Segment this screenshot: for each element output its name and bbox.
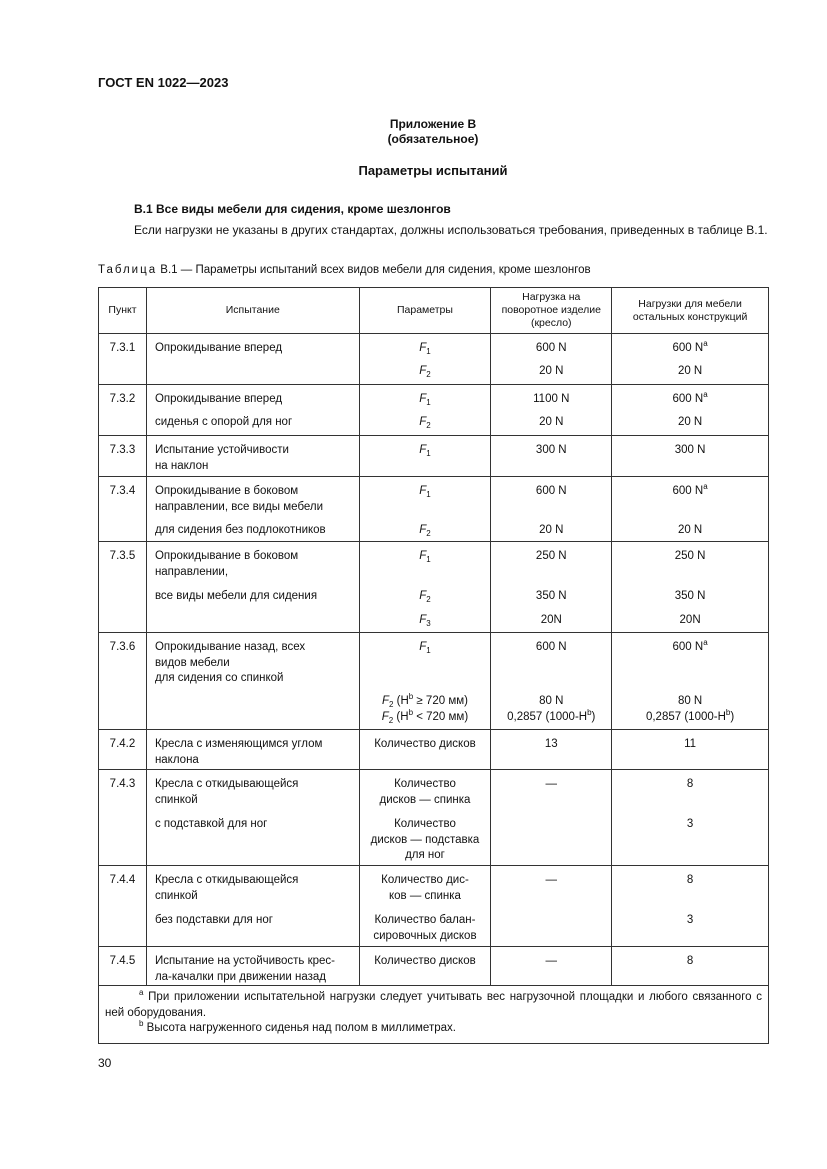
sub-line bbox=[491, 334, 611, 357]
footnote bbox=[105, 1021, 762, 1037]
cell-text: 600 N bbox=[535, 641, 567, 653]
sub-line bbox=[612, 582, 768, 606]
item-cell bbox=[99, 770, 147, 866]
sub-line bbox=[491, 906, 611, 946]
subscript: 1 bbox=[426, 398, 431, 407]
swivel-load-cell bbox=[491, 542, 612, 633]
sub-line bbox=[360, 477, 491, 516]
cell-text: 350 N bbox=[535, 590, 567, 602]
cell-text: 11 bbox=[684, 738, 697, 750]
text-segment: 600 N bbox=[672, 485, 704, 497]
sub-line bbox=[491, 687, 611, 729]
footnote-text: При приложении испытательной нагрузки следует учитывать вес нагрузочной площадки и любого связанного с ней оборудования. bbox=[105, 991, 762, 1019]
cell-text: для сидения без подлокотников bbox=[154, 524, 326, 536]
symbol: F bbox=[419, 550, 427, 562]
cell-text: 600 N bbox=[535, 485, 567, 497]
sub-line bbox=[491, 357, 611, 384]
cell-text: 20N bbox=[679, 614, 701, 626]
sub-line bbox=[360, 633, 491, 687]
sub-line bbox=[360, 947, 491, 985]
sub-line bbox=[612, 542, 768, 582]
header-item: Пункт bbox=[99, 288, 147, 334]
other-load-cell bbox=[612, 730, 769, 770]
swivel-load-cell bbox=[491, 385, 612, 436]
item-number: 7.3.1 bbox=[109, 342, 136, 354]
other-load-cell bbox=[612, 866, 769, 947]
sub-line bbox=[612, 408, 768, 435]
cell-text: Опрокидывание в боковом направлении, все виды мебели bbox=[154, 485, 324, 513]
symbol: F bbox=[419, 614, 427, 626]
superscript: b bbox=[408, 707, 414, 717]
sub-line bbox=[612, 334, 768, 357]
text-segment: < 720 мм) bbox=[413, 710, 469, 723]
symbol: F bbox=[419, 485, 427, 497]
sub-line bbox=[155, 334, 359, 357]
cell-text: Опрокидывание в боковом направлении, bbox=[154, 550, 299, 578]
cell-text: с подставкой для ног bbox=[154, 818, 268, 830]
text-segment: ≥ 720 мм) bbox=[416, 695, 468, 707]
cell-text: 300 N bbox=[674, 444, 706, 456]
cell-text: Количество дисков bbox=[374, 738, 476, 750]
subscript: 1 bbox=[426, 646, 431, 655]
sub-line bbox=[612, 606, 768, 632]
item-number: 7.4.4 bbox=[109, 874, 136, 886]
subscript: 3 bbox=[426, 619, 431, 628]
sub-line bbox=[155, 633, 359, 687]
cell-text: Испытание устойчивости на наклон bbox=[154, 444, 289, 472]
test-cell bbox=[146, 385, 359, 436]
table-caption bbox=[98, 264, 591, 276]
sub-line bbox=[612, 770, 768, 810]
sub-line bbox=[155, 606, 359, 632]
text-segment: 600 N bbox=[672, 393, 704, 405]
sub-line bbox=[491, 866, 611, 906]
item-number: 7.3.4 bbox=[109, 485, 136, 497]
item-number: 7.4.2 bbox=[109, 738, 136, 750]
sub-line bbox=[612, 516, 768, 541]
test-cell bbox=[146, 633, 359, 730]
table-row bbox=[99, 542, 769, 633]
sub-line bbox=[360, 436, 491, 476]
sub-line bbox=[360, 408, 491, 435]
table-row bbox=[99, 436, 769, 477]
item-cell bbox=[99, 334, 147, 385]
item-cell bbox=[99, 436, 147, 477]
test-cell bbox=[146, 477, 359, 542]
sub-line bbox=[360, 687, 491, 729]
cell-text: без подставки для ног bbox=[154, 914, 273, 926]
cell-text: все виды мебели для сидения bbox=[154, 590, 318, 602]
sub-line bbox=[360, 516, 491, 541]
sub-line bbox=[360, 357, 491, 384]
item-number: 7.3.5 bbox=[109, 550, 136, 562]
clause-paragraph: Если нагрузки не указаны в других стандартах, должны использоваться требования, приведенных в таблице В.1. bbox=[134, 223, 768, 237]
footnotes-cell bbox=[99, 986, 769, 1044]
test-parameters-table bbox=[98, 287, 769, 1044]
symbol: F bbox=[381, 695, 389, 707]
sub-line bbox=[491, 516, 611, 541]
table-header-row bbox=[99, 288, 769, 334]
other-load-cell bbox=[612, 477, 769, 542]
cell-text: Количество дисков — подставка для ног bbox=[370, 818, 480, 861]
header-parameters: Параметры bbox=[359, 288, 491, 334]
sub-line bbox=[491, 730, 611, 769]
subscript: 2 bbox=[426, 421, 431, 430]
sub-line bbox=[360, 770, 491, 810]
cell-text: 3 bbox=[686, 914, 694, 926]
superscript: a bbox=[703, 390, 708, 399]
cell-text: Опрокидывание вперед bbox=[154, 393, 283, 405]
test-cell bbox=[146, 542, 359, 633]
sub-line bbox=[155, 906, 359, 946]
parameter-cell bbox=[359, 436, 491, 477]
table-row bbox=[99, 866, 769, 947]
cell-text: 20 N bbox=[677, 524, 703, 536]
cell-text: 8 bbox=[686, 778, 694, 790]
symbol: F bbox=[419, 416, 427, 428]
cell-text: Опрокидывание вперед bbox=[154, 342, 283, 354]
swivel-load-cell bbox=[491, 730, 612, 770]
sub-line bbox=[155, 866, 359, 906]
swivel-load-cell bbox=[491, 477, 612, 542]
sub-line bbox=[360, 606, 491, 632]
sub-line bbox=[155, 436, 359, 476]
test-cell bbox=[146, 947, 359, 986]
sub-line bbox=[612, 866, 768, 906]
other-load-cell bbox=[612, 334, 769, 385]
cell-text: Количество балан- сировочных дисков bbox=[373, 914, 477, 942]
subscript: 1 bbox=[426, 490, 431, 499]
symbol: F bbox=[419, 444, 427, 456]
cell-text: Кресла с откидывающейся спинкой bbox=[154, 874, 299, 902]
test-cell bbox=[146, 866, 359, 947]
sub-line bbox=[155, 687, 359, 729]
clause-heading: В.1 Все виды мебели для сидения, кроме шезлонгов bbox=[134, 202, 451, 216]
sub-line bbox=[612, 947, 768, 985]
other-load-cell bbox=[612, 385, 769, 436]
cell-text: Количество дис- ков — спинка bbox=[381, 874, 469, 902]
other-load-cell bbox=[612, 436, 769, 477]
parameter-cell bbox=[359, 385, 491, 436]
page-number: 30 bbox=[98, 1056, 112, 1070]
item-number: 7.3.6 bbox=[109, 641, 136, 653]
footnote-mark: a bbox=[139, 988, 144, 997]
cell-text: — bbox=[545, 955, 558, 967]
item-number: 7.4.5 bbox=[109, 955, 136, 967]
cell-text: 20 N bbox=[539, 416, 564, 428]
superscript: b bbox=[725, 707, 731, 717]
item-cell bbox=[99, 866, 147, 947]
parameter-cell bbox=[359, 866, 491, 947]
text-segment: 80 N 0,2857 (1000-H bbox=[507, 695, 588, 723]
cell-text: — bbox=[545, 778, 558, 790]
subscript: 2 bbox=[426, 595, 431, 604]
table-row bbox=[99, 633, 769, 730]
superscript: b bbox=[408, 692, 414, 701]
subscript: 2 bbox=[426, 529, 431, 538]
text-segment: (H bbox=[393, 695, 409, 707]
text-segment: 600 N bbox=[672, 641, 704, 653]
symbol: F bbox=[419, 393, 427, 405]
item-cell bbox=[99, 947, 147, 986]
cell-text: 20 N bbox=[677, 416, 703, 428]
subscript: 2 bbox=[388, 700, 394, 709]
item-number: 7.3.3 bbox=[109, 444, 136, 456]
cell-text: 8 bbox=[686, 874, 694, 886]
other-load-cell bbox=[612, 633, 769, 730]
symbol: F bbox=[381, 710, 389, 723]
item-number: 7.4.3 bbox=[109, 778, 136, 790]
symbol: F bbox=[419, 641, 427, 653]
item-number: 7.3.2 bbox=[109, 393, 136, 405]
footnote-row bbox=[99, 986, 769, 1044]
item-cell bbox=[99, 730, 147, 770]
other-load-cell bbox=[612, 770, 769, 866]
sub-line bbox=[612, 357, 768, 384]
sub-line bbox=[360, 810, 491, 865]
cell-text: — bbox=[545, 874, 558, 886]
cell-text: Количество дисков bbox=[374, 955, 476, 967]
swivel-load-cell bbox=[491, 334, 612, 385]
table-row bbox=[99, 385, 769, 436]
parameter-cell bbox=[359, 947, 491, 986]
header-test: Испытание bbox=[146, 288, 359, 334]
symbol: F bbox=[419, 590, 427, 602]
other-load-cell bbox=[612, 542, 769, 633]
sub-line bbox=[612, 730, 768, 769]
sub-line bbox=[612, 906, 768, 946]
sub-line bbox=[491, 947, 611, 985]
sub-line bbox=[491, 582, 611, 606]
subscript: 1 bbox=[426, 347, 431, 356]
parameter-cell bbox=[359, 542, 491, 633]
item-cell bbox=[99, 633, 147, 730]
parameter-cell bbox=[359, 770, 491, 866]
sub-line bbox=[612, 633, 768, 687]
sub-line bbox=[155, 385, 359, 408]
text-segment: (H bbox=[393, 710, 409, 723]
swivel-load-cell bbox=[491, 947, 612, 986]
sub-line bbox=[491, 477, 611, 516]
footnote-text: Высота нагруженного сиденья над полом в миллиметрах. bbox=[143, 1022, 456, 1034]
sub-line bbox=[360, 542, 491, 582]
superscript: a bbox=[703, 482, 708, 491]
symbol: F bbox=[419, 524, 427, 536]
cell-text: Опрокидывание назад, всех видов мебели для сидения со спинкой bbox=[154, 641, 306, 684]
sub-line bbox=[155, 810, 359, 865]
table-row bbox=[99, 730, 769, 770]
sub-line bbox=[491, 633, 611, 687]
test-cell bbox=[146, 730, 359, 770]
cell-text: 300 N bbox=[535, 444, 567, 456]
cell-text: сиденья с опорой для ног bbox=[154, 416, 293, 428]
sub-line bbox=[612, 687, 768, 729]
subscript: 1 bbox=[426, 449, 431, 458]
table-row bbox=[99, 947, 769, 986]
sub-line bbox=[155, 770, 359, 810]
text-segment: ) bbox=[730, 710, 735, 723]
sub-line bbox=[491, 542, 611, 582]
text-segment: 600 N bbox=[672, 342, 704, 354]
section-title: Параметры испытаний bbox=[358, 163, 508, 178]
swivel-load-cell bbox=[491, 866, 612, 947]
other-load-cell bbox=[612, 947, 769, 986]
test-cell bbox=[146, 436, 359, 477]
parameter-cell bbox=[359, 633, 491, 730]
cell-text: 8 bbox=[686, 955, 694, 967]
cell-text: 250 N bbox=[535, 550, 567, 562]
cell-text: 20 N bbox=[677, 365, 703, 377]
sub-line bbox=[155, 516, 359, 541]
cell-text: Количество дисков — спинка bbox=[379, 778, 471, 806]
subscript: 2 bbox=[388, 715, 394, 725]
sub-line bbox=[491, 436, 611, 476]
cell-text: 20 N bbox=[539, 365, 564, 377]
subscript: 1 bbox=[426, 555, 431, 564]
table-row bbox=[99, 334, 769, 385]
cell-text: 1100 N bbox=[533, 393, 570, 405]
sub-line bbox=[491, 606, 611, 632]
subscript: 2 bbox=[426, 370, 431, 379]
cell-text: 600 N bbox=[535, 342, 567, 354]
cell-text: 20N bbox=[540, 614, 562, 626]
swivel-load-cell bbox=[491, 770, 612, 866]
superscript: a bbox=[703, 638, 708, 647]
test-cell bbox=[146, 334, 359, 385]
sub-line bbox=[360, 866, 491, 906]
sub-line bbox=[155, 582, 359, 606]
sub-line bbox=[360, 385, 491, 408]
sub-line bbox=[155, 408, 359, 435]
text-segment: ) bbox=[591, 710, 596, 723]
sub-line bbox=[155, 730, 359, 769]
header-other-load: Нагрузки для мебели остальных конструкций bbox=[612, 288, 769, 334]
parameter-cell bbox=[359, 730, 491, 770]
sub-line bbox=[360, 582, 491, 606]
sub-line bbox=[491, 385, 611, 408]
appendix-title: Приложение В (обязательное) bbox=[387, 117, 479, 146]
footnote bbox=[105, 990, 762, 1021]
sub-line bbox=[360, 730, 491, 769]
document-code: ГОСТ EN 1022—2023 bbox=[98, 75, 229, 90]
cell-text: Кресла с изменяющимся углом наклона bbox=[154, 738, 323, 766]
cell-text: Кресла с откидывающейся спинкой bbox=[154, 778, 299, 806]
cell-text: 250 N bbox=[674, 550, 706, 562]
cell-text: 20 N bbox=[539, 524, 564, 536]
swivel-load-cell bbox=[491, 436, 612, 477]
header-swivel-load: Нагрузка на поворотное изделие (кресло) bbox=[491, 288, 612, 334]
sub-line bbox=[612, 385, 768, 408]
sub-line bbox=[360, 334, 491, 357]
footnote-mark: b bbox=[139, 1019, 144, 1028]
test-cell bbox=[146, 770, 359, 866]
caption-label: Таблица bbox=[98, 264, 158, 276]
parameter-cell bbox=[359, 334, 491, 385]
sub-line bbox=[360, 906, 491, 946]
item-cell bbox=[99, 477, 147, 542]
caption-text: В.1 — Параметры испытаний всех видов мебели для сидения, кроме шезлонгов bbox=[157, 264, 591, 276]
cell-text: 350 N bbox=[674, 590, 706, 602]
sub-line bbox=[155, 357, 359, 384]
superscript: a bbox=[703, 339, 708, 348]
cell-text: 13 bbox=[544, 738, 558, 750]
swivel-load-cell bbox=[491, 633, 612, 730]
item-cell bbox=[99, 385, 147, 436]
sub-line bbox=[612, 810, 768, 865]
sub-line bbox=[155, 542, 359, 582]
cell-text: Испытание на устойчивость крес- ла-качалки при движении назад bbox=[154, 955, 336, 983]
text-segment: 80 N 0,2857 (1000-H bbox=[645, 695, 726, 723]
item-cell bbox=[99, 542, 147, 633]
symbol: F bbox=[419, 365, 427, 377]
parameter-cell bbox=[359, 477, 491, 542]
cell-text: 3 bbox=[686, 818, 694, 830]
superscript: b bbox=[587, 707, 592, 717]
sub-line bbox=[491, 770, 611, 810]
symbol: F bbox=[419, 342, 427, 354]
table-row bbox=[99, 770, 769, 866]
sub-line bbox=[155, 947, 359, 985]
table-row bbox=[99, 477, 769, 542]
sub-line bbox=[491, 408, 611, 435]
sub-line bbox=[612, 436, 768, 476]
sub-line bbox=[155, 477, 359, 516]
sub-line bbox=[491, 810, 611, 865]
sub-line bbox=[612, 477, 768, 516]
